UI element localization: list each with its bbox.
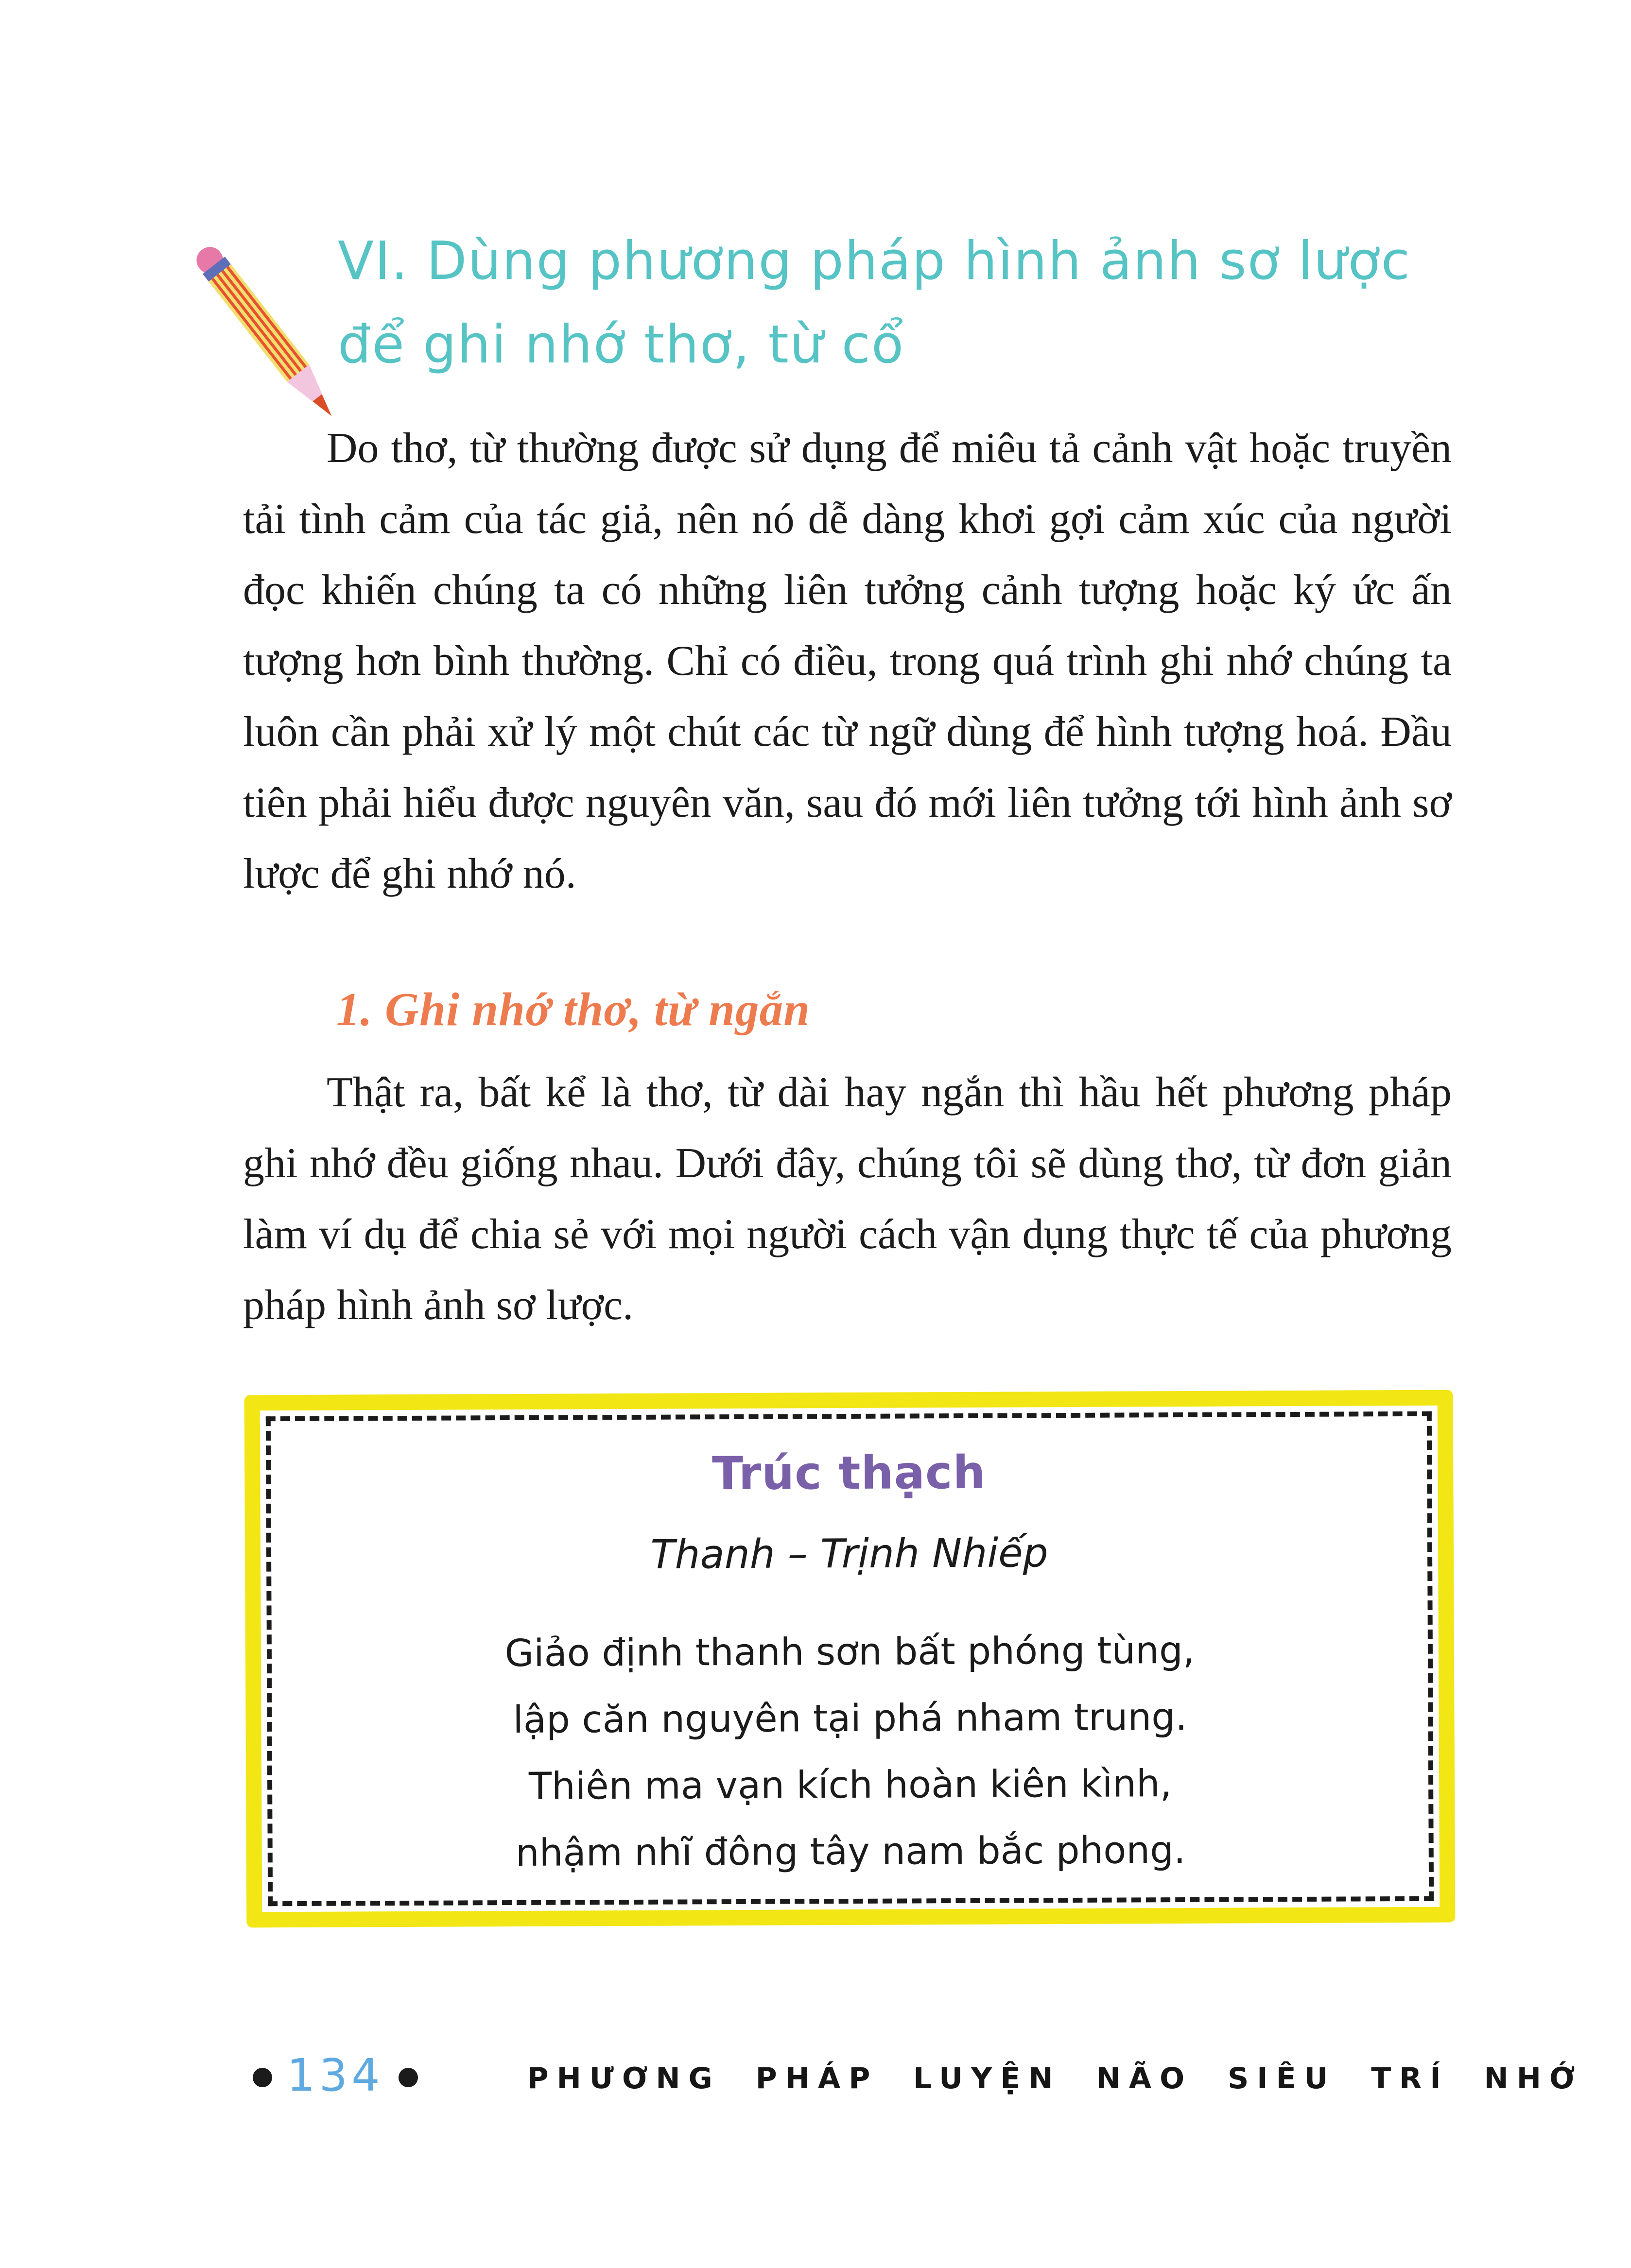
poem-line: Giảo định thanh sơn bất phóng tùng,: [504, 1629, 1195, 1676]
poem-box: [244, 1390, 1456, 1928]
poem-title: Trúc thạch: [711, 1446, 986, 1501]
poem-line: lập căn nguyên tại phá nham trung.: [513, 1695, 1187, 1742]
poem-box-inner-border: [266, 1411, 1434, 1906]
page-footer: [253, 2049, 1583, 2105]
section-heading: [338, 220, 1411, 387]
poem-lines: [272, 1616, 1429, 1888]
pencil-icon-graphic: [175, 228, 359, 440]
page-number-group: [253, 2049, 418, 2105]
section-heading-line-1: VI. Dùng phương pháp hình ảnh sơ lược: [338, 231, 1411, 292]
bullet-dot-icon: [399, 2068, 418, 2087]
poem-line: Thiên ma vạn kích hoàn kiên kình,: [528, 1762, 1172, 1808]
page-number: 134: [287, 2049, 384, 2101]
poem-line: nhậm nhĩ đông tây nam bắc phong.: [515, 1828, 1186, 1875]
poem-author: Thanh – Trịnh Nhiếp: [650, 1530, 1048, 1578]
section-heading-line-2: để ghi nhớ thơ, từ cổ: [338, 314, 905, 375]
book-title: PHƯƠNG PHÁP LUYỆN NÃO SIÊU TRÍ NHỚ: [527, 2061, 1583, 2096]
paragraph-1: Do thơ, từ thường được sử dụng để miêu tả cảnh vật hoặc truyền tải tình cảm của tác giả, nên nó dễ dàng khơi gợi cảm xúc của người đọc khiến chúng ta có những liên tưởng cảnh tượng hoặc ký ức ấn tượng hơn bình thường. Chỉ có điều, trong quá trình ghi nhớ chúng ta luôn cần phải xử lý một chút các từ ngữ dùng để hình tượng hoá. Đầu tiên phải hiểu được nguyên văn, sau đó mới liên tưởng tới hình ảnh sơ lược để ghi nhớ nó.: [243, 425, 1452, 897]
subheading: 1. Ghi nhớ thơ, từ ngắn: [336, 983, 811, 1035]
bullet-dot-icon: [253, 2068, 272, 2087]
pencil-icon: [175, 228, 359, 440]
paragraph-2: Thật ra, bất kể là thơ, từ dài hay ngắn thì hầu hết phương pháp ghi nhớ đều giống nhau. Dưới đây, chúng tôi sẽ dùng thơ, từ đơn giản làm ví dụ để chia sẻ với mọi người cách vận dụng thực tế của phương pháp hình ảnh sơ lược.: [243, 1069, 1452, 1329]
